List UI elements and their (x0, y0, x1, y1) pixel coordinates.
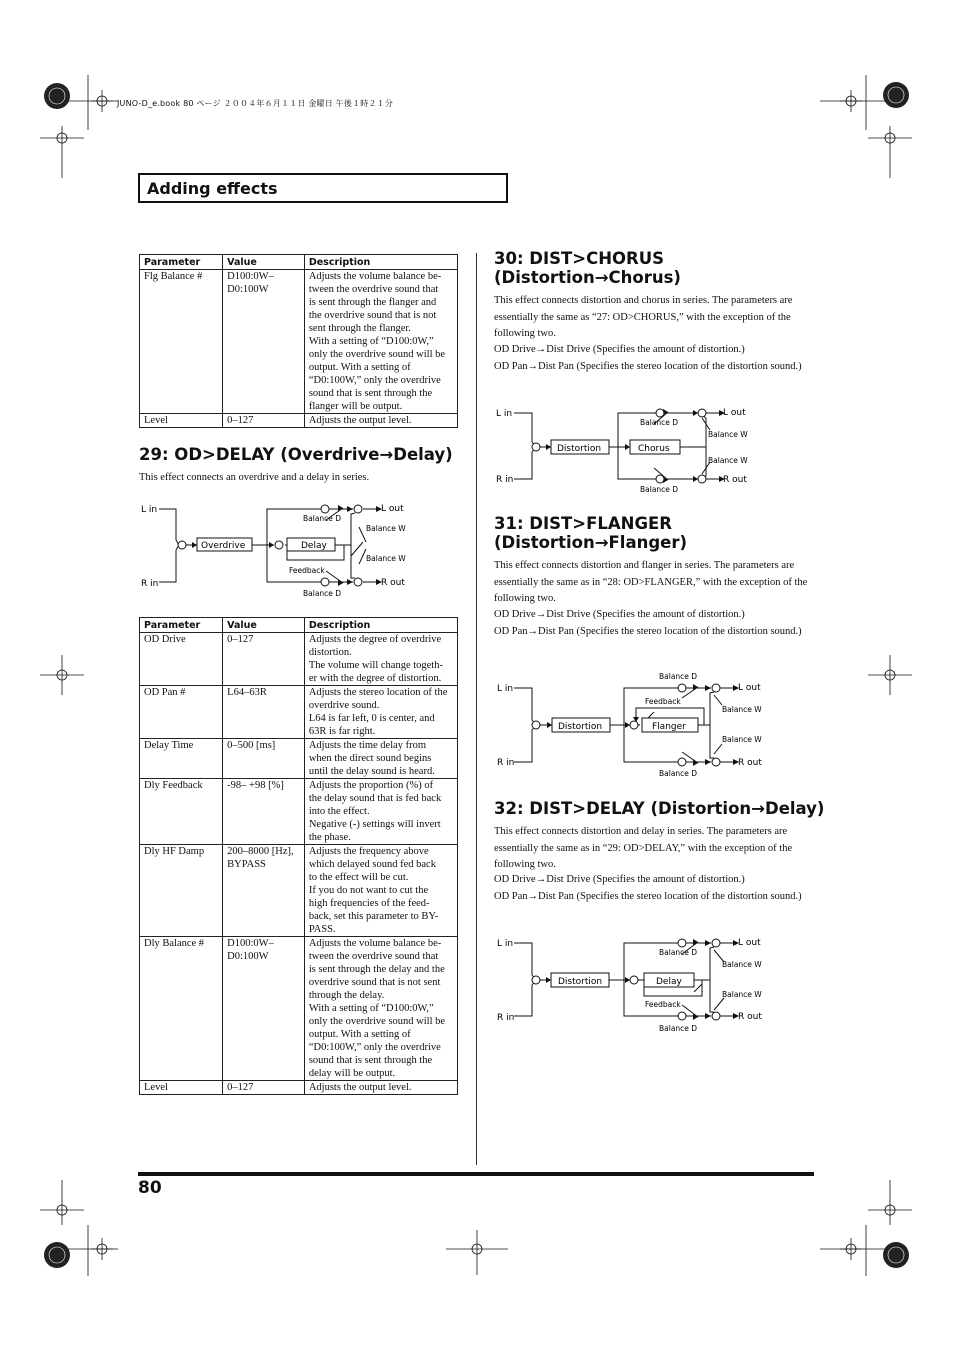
label-feedback: Feedback (289, 566, 325, 575)
section-title: Adding effects (147, 179, 278, 198)
table-row (140, 1081, 458, 1095)
label-balance-d: Balance D (659, 769, 698, 778)
file-header: JUNO-D_e.book 80 ページ ２００４年６月１１日 金曜日 午後１時２１分 (117, 99, 394, 108)
description-cell: Adjusts the volume balance be- tween the overdrive sound that is sent through the delay and the overdrive sound that is not sent through the delay. With a setting of “D100:0W,” only the overdrive sound will be output. With a setting of “D0:100W,” only the overdrive sound that is sent through the delay will be output. (304, 937, 457, 1081)
label-balance-w: Balance W (722, 990, 762, 999)
block-distortion: Distortion (557, 444, 602, 454)
description-cell: Adjusts the time delay from when the direct sound begins until the delay sound is heard. (304, 739, 457, 779)
label-r-in: R in (497, 758, 515, 768)
body-32: This effect connects distortion and delay in series. The parameters are essentially the same as in “29: OD>DELAY,” with the exception of the following two. (494, 826, 793, 870)
table-row (140, 739, 458, 779)
label-l-out: L out (738, 938, 761, 948)
heading-32: 32: DIST>DELAY (Distortion→Delay) (494, 799, 825, 818)
parameter-cell: Delay Time (140, 739, 223, 779)
label-r-in: R in (497, 1013, 515, 1023)
label-balance-d: Balance D (303, 514, 342, 523)
label-balance-w: Balance W (722, 960, 762, 969)
signal-flow-diagram-30 (494, 402, 814, 498)
note-31-drive: OD Drive→Dist Drive (Specifies the amount of distortion.) (494, 609, 745, 620)
description-cell: Adjusts the stereo location of the overdrive sound. L64 is far left, 0 is center, and 63R is far right. (304, 686, 457, 739)
column-header: Description (304, 618, 457, 633)
table-row (140, 937, 458, 1081)
section-header-box (138, 173, 508, 203)
label-balance-d: Balance D (659, 672, 698, 681)
table-row (140, 270, 458, 414)
block-distortion: Distortion (558, 722, 603, 732)
label-balance-d: Balance D (303, 589, 342, 598)
value-cell: D100:0W– D0:100W (223, 270, 305, 414)
label-l-in: L in (497, 939, 514, 949)
description-cell: Adjusts the output level. (304, 1081, 457, 1095)
label-r-in: R in (496, 475, 514, 485)
description-cell: Adjusts the proportion (%) of the delay sound that is fed back into the effect. Negative (-) settings will invert the phase. (304, 779, 457, 845)
block-overdrive: Overdrive (201, 541, 246, 551)
signal-flow-diagram-29 (139, 498, 459, 602)
value-cell: 0–127 (223, 414, 305, 428)
value-cell: 0–127 (223, 1081, 305, 1095)
description-cell: Adjusts the frequency above which delayed sound fed back to the effect will be cut. If you do not want to cut the high frequencies of the feed- back, set this parameter to BY- PASS. (304, 845, 457, 937)
value-cell: L64–63R (223, 686, 305, 739)
heading-31-line1: 31: DIST>FLANGER (494, 514, 672, 533)
table-row (140, 845, 458, 937)
label-l-in: L in (141, 505, 158, 515)
table-row (140, 779, 458, 845)
label-r-in: R in (141, 579, 159, 589)
page-number: 80 (138, 1178, 162, 1198)
table-row (140, 686, 458, 739)
value-cell: -98– +98 [%] (223, 779, 305, 845)
note-32-pan: OD Pan→Dist Pan (Specifies the stereo location of the distortion sound.) (494, 891, 802, 902)
table-od-delay (139, 617, 458, 1095)
column-header: Parameter (140, 255, 223, 270)
note-30-drive: OD Drive→Dist Drive (Specifies the amount of distortion.) (494, 344, 745, 355)
body-30: This effect connects distortion and chorus in series. The parameters are essentially the same as “27: OD>CHORUS,” with the exception of the following two. (494, 295, 793, 339)
label-balance-d: Balance D (659, 948, 698, 957)
body-31: This effect connects distortion and flanger in series. The parameters are essentially the same as in “28: OD>FLANGER,” with the exception of the following two. (494, 560, 808, 604)
value-cell: 0–127 (223, 633, 305, 686)
parameter-cell: Dly HF Damp (140, 845, 223, 937)
note-31-pan: OD Pan→Dist Pan (Specifies the stereo location of the distortion sound.) (494, 626, 802, 637)
parameter-cell: OD Drive (140, 633, 223, 686)
signal-flow-diagram-32 (494, 932, 814, 1036)
label-r-out: R out (723, 475, 747, 485)
heading-30-line2: (Distortion→Chorus) (494, 268, 681, 287)
label-l-in: L in (496, 409, 513, 419)
label-r-out: R out (738, 1012, 762, 1022)
label-balance-w: Balance W (366, 524, 406, 533)
heading-31-line2: (Distortion→Flanger) (494, 533, 688, 552)
table-row (140, 414, 458, 428)
label-r-out: R out (738, 758, 762, 768)
table-row (140, 633, 458, 686)
description-cell: Adjusts the output level. (304, 414, 457, 428)
description-cell: Adjusts the degree of overdrive distortion. The volume will change togeth- er with the degree of distortion. (304, 633, 457, 686)
parameter-cell: Dly Balance # (140, 937, 223, 1081)
block-flanger: Flanger (652, 722, 686, 732)
signal-flow-diagram-31 (494, 670, 814, 780)
label-feedback: Feedback (645, 1000, 681, 1009)
label-feedback: Feedback (645, 697, 681, 706)
parameter-cell: Level (140, 414, 223, 428)
description-cell: Adjusts the volume balance be- tween the overdrive sound that is sent through the flanger and the overdrive sound that is not sent through the flanger. With a setting of “D100:0W,” only the overdrive sound will be output. With a setting of “D0:100W,” only the overdrive sound that is sent through the flanger will be output. (304, 270, 457, 414)
label-l-out: L out (738, 683, 761, 693)
column-header: Value (223, 255, 305, 270)
label-l-out: L out (723, 408, 746, 418)
block-distortion: Distortion (558, 977, 603, 987)
parameter-cell: Flg Balance # (140, 270, 223, 414)
label-balance-w: Balance W (722, 735, 762, 744)
value-cell: D100:0W– D0:100W (223, 937, 305, 1081)
label-balance-w: Balance W (708, 456, 748, 465)
note-32-drive: OD Drive→Dist Drive (Specifies the amount of distortion.) (494, 874, 745, 885)
label-balance-d: Balance D (640, 485, 679, 494)
column-header: Parameter (140, 618, 223, 633)
value-cell: 0–500 [ms] (223, 739, 305, 779)
label-l-out: L out (381, 504, 404, 514)
parameter-cell: Level (140, 1081, 223, 1095)
footer-rule (138, 1172, 814, 1176)
block-delay: Delay (301, 541, 327, 551)
note-30-pan: OD Pan→Dist Pan (Specifies the stereo location of the distortion sound.) (494, 361, 802, 372)
column-header: Description (304, 255, 457, 270)
parameter-cell: Dly Feedback (140, 779, 223, 845)
block-chorus: Chorus (638, 444, 670, 454)
label-l-in: L in (497, 684, 514, 694)
parameter-cell: OD Pan # (140, 686, 223, 739)
label-balance-d: Balance D (659, 1024, 698, 1033)
label-balance-d: Balance D (640, 418, 679, 427)
label-r-out: R out (381, 578, 405, 588)
table-flanger-balance (139, 254, 458, 428)
label-balance-w: Balance W (366, 554, 406, 563)
block-delay: Delay (656, 977, 682, 987)
heading-30-line1: 30: DIST>CHORUS (494, 249, 665, 268)
heading-29: 29: OD>DELAY (Overdrive→Delay) (139, 445, 453, 464)
label-balance-w: Balance W (708, 430, 748, 439)
column-divider (476, 253, 477, 1165)
column-header: Value (223, 618, 305, 633)
label-balance-w: Balance W (722, 705, 762, 714)
value-cell: 200–8000 [Hz], BYPASS (223, 845, 305, 937)
body-29: This effect connects an overdrive and a delay in series. (139, 472, 370, 483)
